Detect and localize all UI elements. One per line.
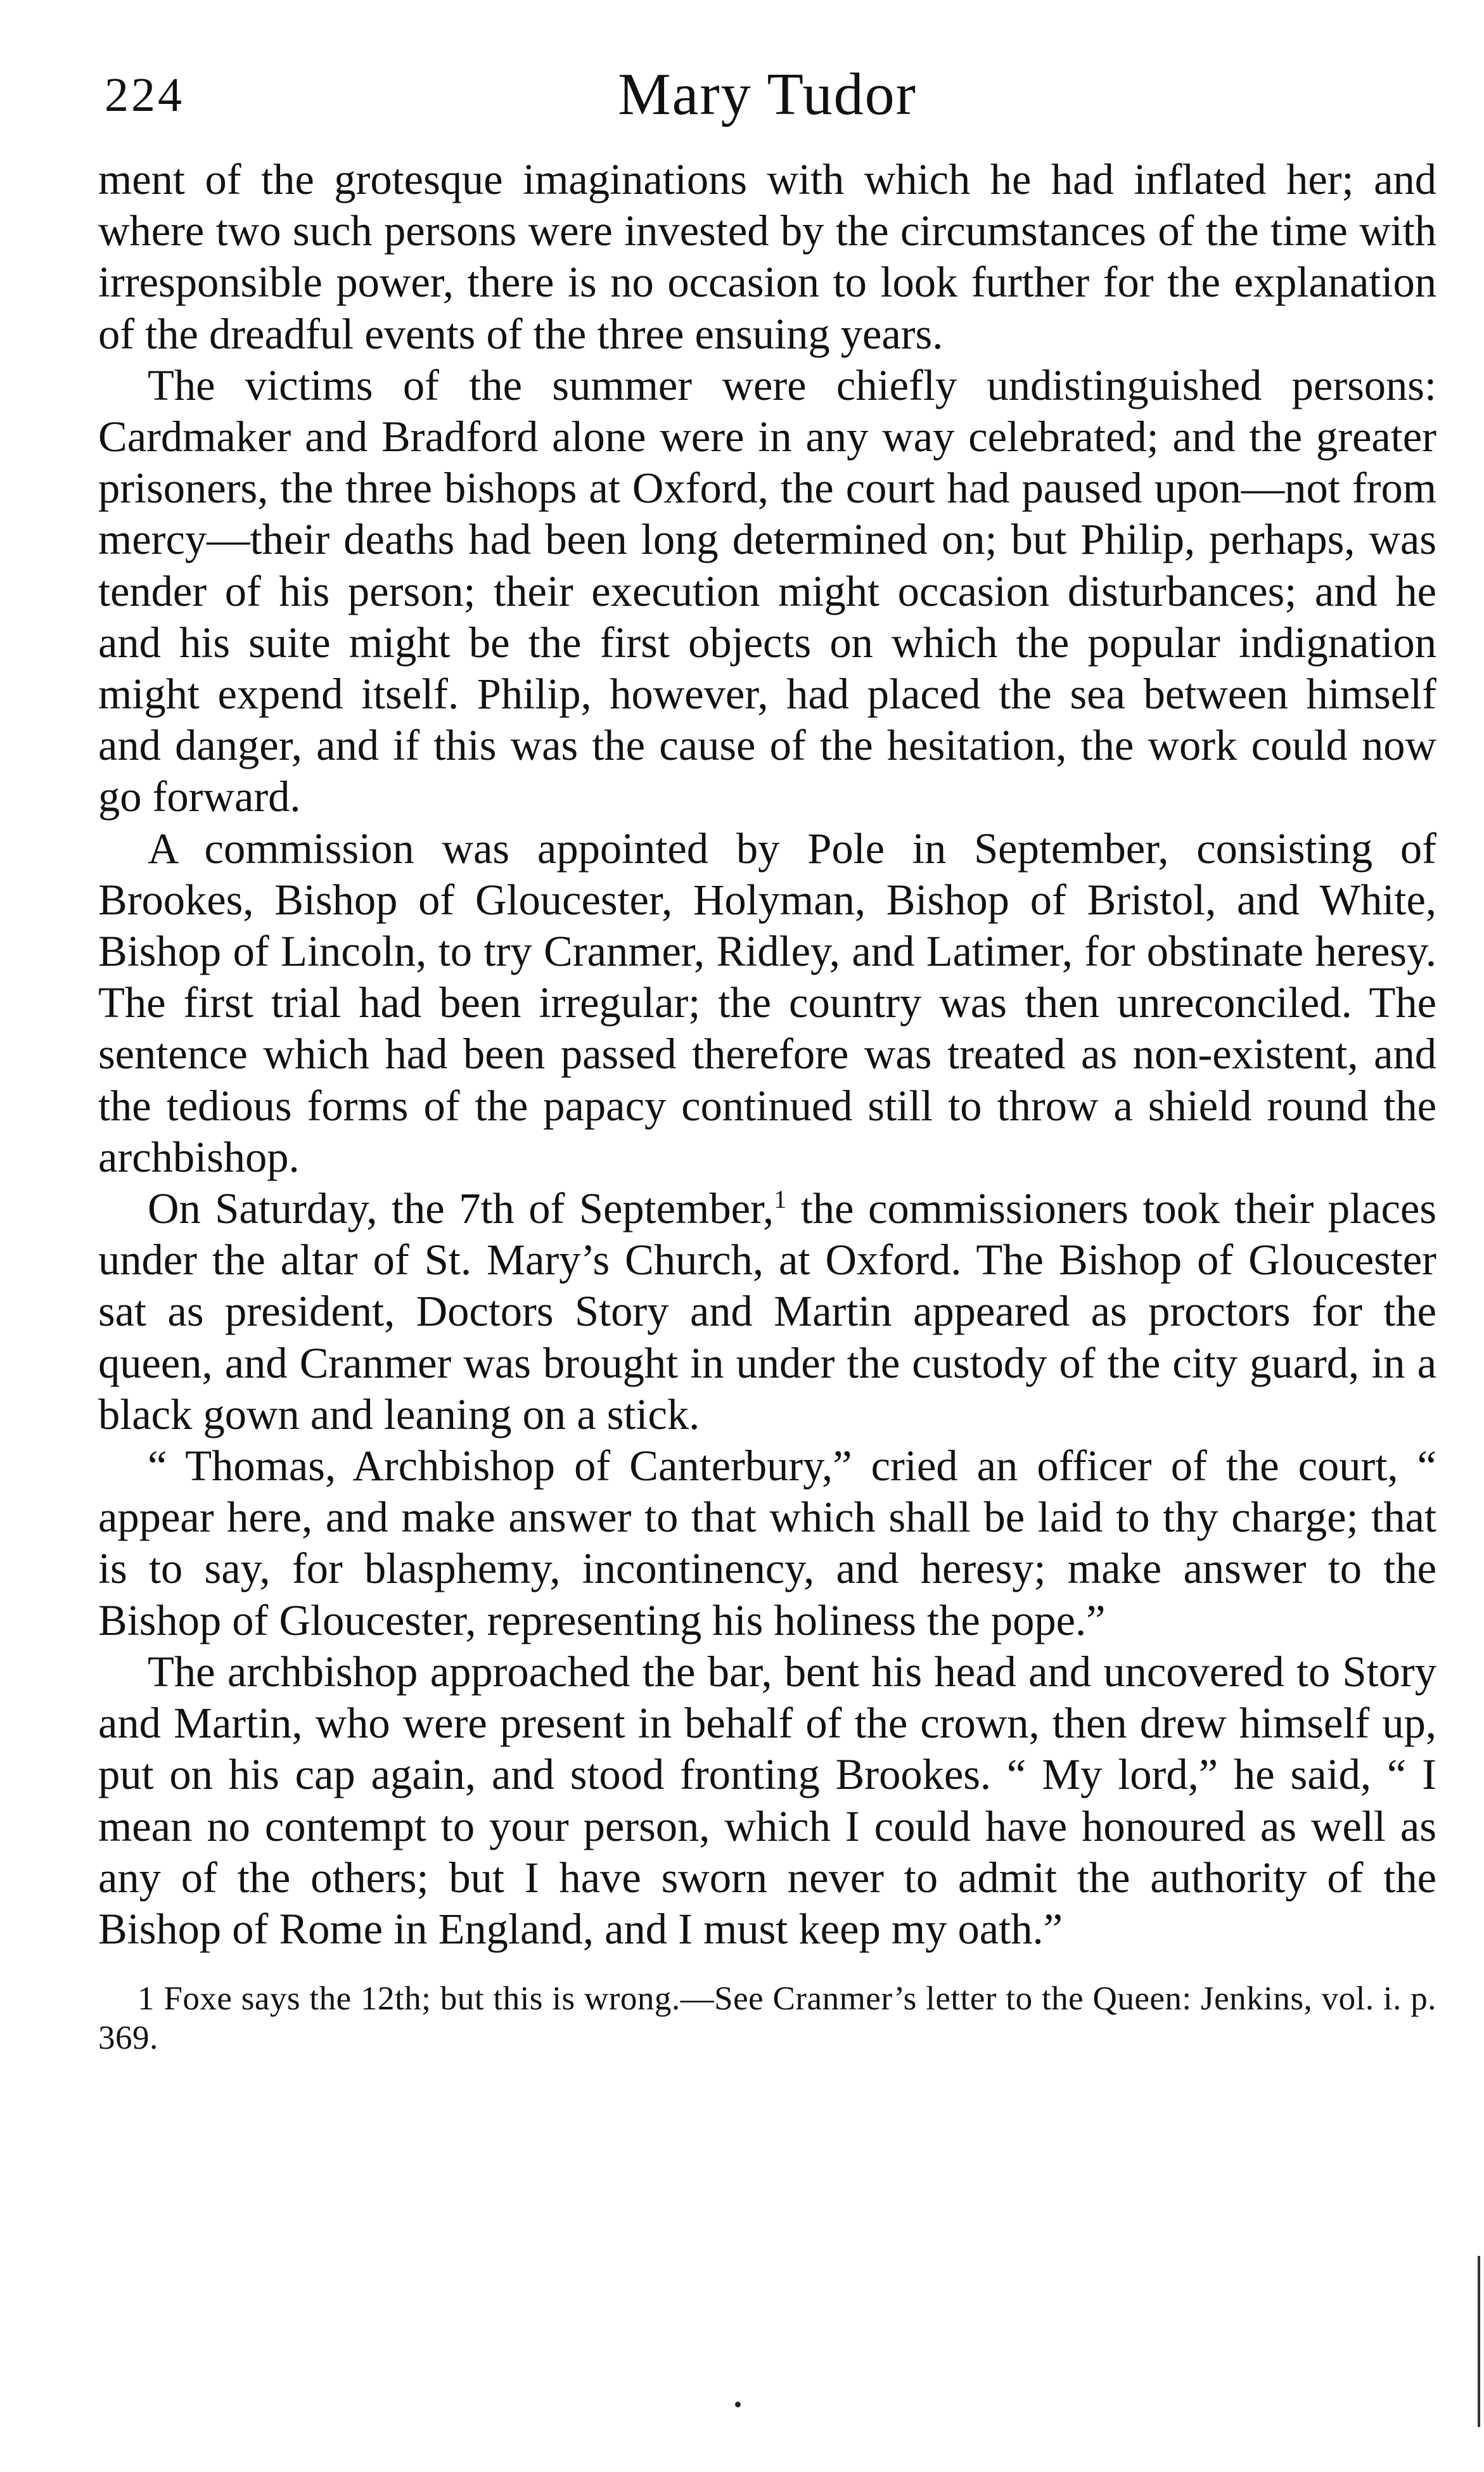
footnote	[98, 1979, 1436, 2058]
paragraph	[98, 1183, 1436, 1440]
paragraph-text: The archbishop approached the bar, bent his head and uncovered to Story and Martin, who were present in behalf of the crown, then drew himself up, put on his cap again, and stood fronting Brookes. “ My lord,” he said, “ I mean no contempt to your person, which I could have honoured as well as any of the others; but I have sworn never to admit the authority of the Bishop of Rome in England, and I must keep my oath.”	[98, 1647, 1436, 1953]
book-page	[98, 60, 1436, 2058]
scan-edge-line	[1478, 2256, 1480, 2427]
paragraph	[98, 154, 1436, 360]
footnote-reference[interactable]: 1	[774, 1185, 787, 1214]
paragraph-text: the commissioners took their places under the altar of St. Mary’s Church, at Oxford. The Bishop of Gloucester sat as president, Doctors Story and Martin appeared as proctors for the queen, and Cranmer was brought in under the custody of the city guard, in a black gown and leaning on a stick.	[98, 1184, 1436, 1438]
paragraph	[98, 1440, 1436, 1646]
paragraph	[98, 360, 1436, 823]
printing-speck	[735, 2402, 741, 2407]
page-header	[98, 60, 1436, 143]
paragraph-text: ment of the grotesque imaginations with which he had inflated her; and where two such persons were invested by the circumstances of the time with irresponsible power, there is no occasion to look further for the explanation of the dreadful events of the three ensuing years.	[98, 155, 1436, 358]
paragraph-text: The victims of the summer were chiefly undistinguished persons: Cardmaker and Bradford alone were in any way celebrated; and the greater prisoners, the three bishops at Oxford, the court had paused upon—not from mercy—their deaths had been long determined on; but Philip, perhaps, was tender of his person; their execution might occasion disturbances; and he and his suite might be the first objects on which the popular indignation might expend itself. Philip, however, had placed the sea between himself and danger, and if this was the cause of the hesitation, the work could now go forward.	[98, 361, 1436, 821]
running-title: Mary Tudor	[618, 61, 917, 127]
paragraph	[98, 823, 1436, 1183]
paragraph-text: “ Thomas, Archbishop of Canterbury,” cried an officer of the court, “ appear here, and make answer to that which shall be laid to thy charge; that is to say, for blasphemy, incontinency, and heresy; make answer to the Bishop of Gloucester, representing his holiness the pope.”	[98, 1442, 1436, 1644]
paragraph-text: A commission was appointed by Pole in September, consisting of Brookes, Bishop of Gloucester, Holyman, Bishop of Bristol, and White, Bishop of Lincoln, to try Cranmer, Ridley, and Latimer, for obstinate heresy. The first trial had been irregular; the country was then unreconciled. The sentence which had been passed therefore was treated as non-existent, and the tedious forms of the papacy continued still to throw a shield round the archbishop.	[98, 824, 1436, 1181]
footnote-mark: 1	[138, 1980, 155, 2018]
paragraph-text: On Saturday, the 7th of September,	[148, 1184, 774, 1233]
body-text	[98, 154, 1436, 1955]
footnote-text: Foxe says the 12th; but this is wrong.—See Cranmer’s letter to the Queen: Jenkins, vol. i. p. 369.	[98, 1980, 1436, 2057]
page-number: 224	[105, 68, 184, 122]
paragraph	[98, 1646, 1436, 1955]
